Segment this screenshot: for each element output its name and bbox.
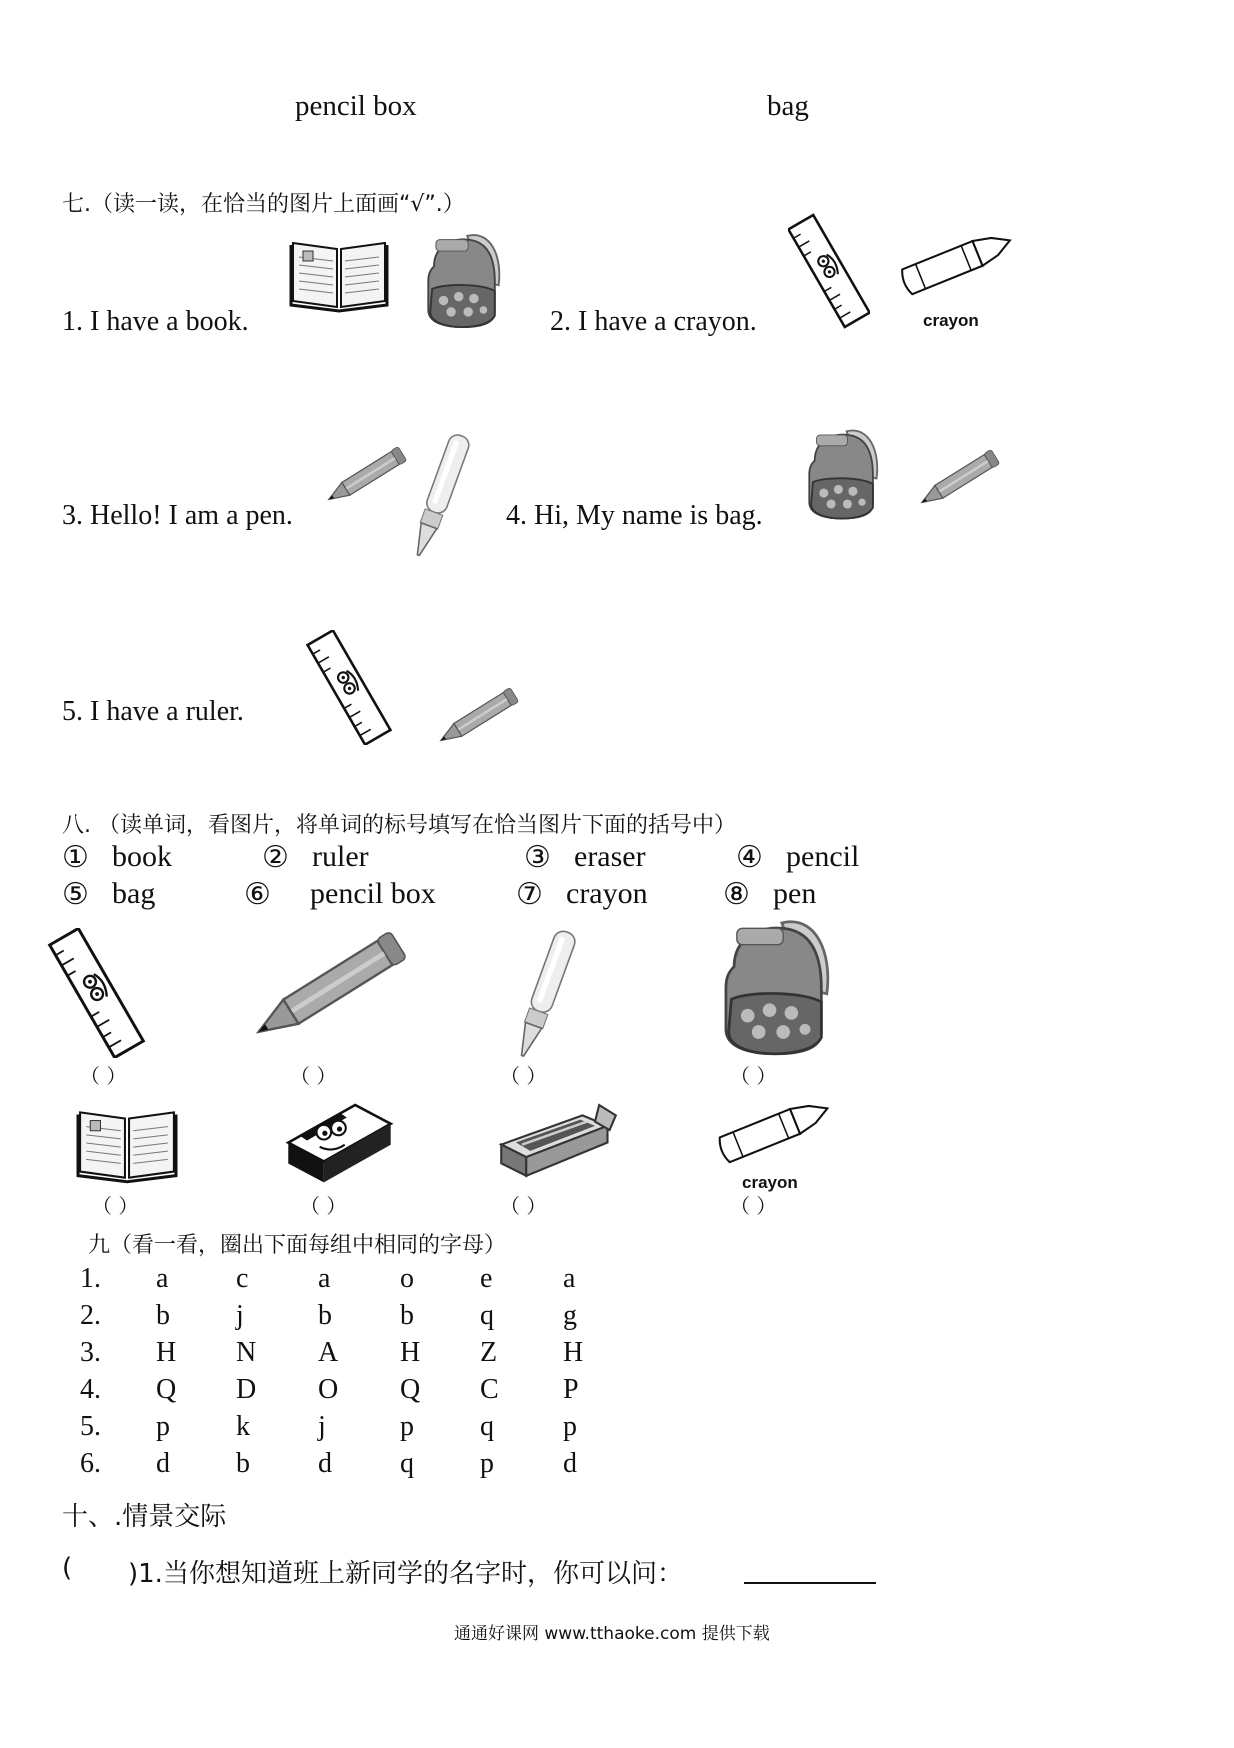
s8-word-num-3: ③ [524,841,551,874]
answer-paren[interactable]: （ ） [80,1064,127,1088]
s9-letter[interactable]: k [236,1411,250,1442]
s9-letter[interactable]: a [156,1263,169,1294]
s9-letter[interactable]: b [236,1448,250,1479]
crayon-icon [708,1086,838,1168]
section-7-title: 七.（读一读，在恰当的图片上面画“√”.） [62,192,465,217]
answer-paren[interactable]: （ ） [290,1064,337,1088]
s8-word-num-1: ① [62,841,89,874]
q1-answer-paren[interactable]: ( [62,1553,73,1583]
word-pencil-box-top: pencil box [295,90,417,122]
s7-item-5: 5. I have a ruler. [62,696,244,727]
s9-row-number: 1. [80,1263,101,1294]
s9-row-number: 6. [80,1448,101,1479]
s9-letter[interactable]: q [400,1448,414,1479]
s9-letter[interactable]: a [318,1263,331,1294]
s9-row-number: 4. [80,1374,101,1405]
ruler-icon[interactable] [788,212,870,330]
s9-letter[interactable]: D [236,1374,257,1405]
s9-letter[interactable]: o [400,1263,414,1294]
pencil-icon[interactable] [430,680,530,750]
s9-letter[interactable]: p [563,1411,577,1442]
pencil-icon [238,916,428,1051]
s9-letter[interactable]: p [156,1411,170,1442]
s9-letter[interactable]: d [156,1448,170,1479]
s9-letter[interactable]: Q [156,1374,177,1405]
q1-question: )1.当你想知道班上新同学的名字时，你可以问： [128,1559,683,1589]
q1-answer-blank[interactable] [744,1582,876,1584]
word-bag-top: bag [767,90,809,122]
s9-row-number: 2. [80,1300,101,1331]
s9-letter[interactable]: d [563,1448,577,1479]
answer-paren[interactable]: （ ） [300,1194,347,1218]
eraser-icon [282,1092,397,1187]
s8-word-num-2: ② [262,841,289,874]
s9-letter[interactable]: C [480,1374,499,1405]
s8-word-5: bag [112,877,156,910]
pencil-icon[interactable] [911,442,1011,512]
s9-letter[interactable]: Z [480,1337,498,1368]
s7-item-3: 3. Hello! I am a pen. [62,500,293,531]
ruler-icon[interactable] [305,630,393,745]
s8-word-4: pencil [786,840,860,873]
s9-letter[interactable]: c [236,1263,249,1294]
s9-letter[interactable]: N [236,1337,257,1368]
s9-letter[interactable]: q [480,1411,494,1442]
s9-letter[interactable]: A [318,1337,339,1368]
s8-word-2: ruler [312,840,369,873]
s9-row-number: 5. [80,1411,101,1442]
s8-word-7: crayon [566,877,648,910]
footer-text: 通通好课网 www.tthaoke.com 提供下载 [454,1624,770,1644]
crayon-label: crayon [923,311,979,330]
s9-letter[interactable]: d [318,1448,332,1479]
answer-paren[interactable]: （ ） [500,1194,547,1218]
s8-word-num-8: ⑧ [723,878,750,911]
s9-letter[interactable]: j [318,1411,326,1442]
s9-letter[interactable]: a [563,1263,576,1294]
s9-letter[interactable]: q [480,1300,494,1331]
pen-icon [500,924,590,1064]
ruler-icon [44,928,149,1058]
s8-word-3: eraser [574,840,646,873]
pencil-icon[interactable] [318,438,418,510]
s8-word-num-4: ④ [736,841,763,874]
section-10-title: 十、.情景交际 [62,1502,227,1532]
bag-icon[interactable] [415,228,510,333]
s9-letter[interactable]: p [400,1411,414,1442]
answer-paren[interactable]: （ ） [500,1064,547,1088]
s9-letter[interactable]: g [563,1300,577,1331]
s8-word-num-5: ⑤ [62,878,89,911]
section-8-title: 八. （读单词，看图片，将单词的标号填写在恰当图片下面的括号中） [62,813,736,838]
s8-word-6: pencil box [310,877,436,910]
s9-letter[interactable]: H [563,1337,584,1368]
answer-paren[interactable]: （ ） [730,1064,777,1088]
book-icon[interactable] [289,232,389,314]
crayon-label: crayon [742,1173,798,1192]
s8-word-num-7: ⑦ [516,878,543,911]
answer-paren[interactable]: （ ） [730,1194,777,1218]
bag-icon [700,912,850,1062]
answer-paren[interactable]: （ ） [92,1194,139,1218]
s9-letter[interactable]: b [156,1300,170,1331]
s9-letter[interactable]: O [318,1374,339,1405]
s8-word-num-6: ⑥ [244,878,271,911]
s9-letter[interactable]: b [318,1300,332,1331]
crayon-icon[interactable] [893,218,1018,300]
s9-letter[interactable]: H [400,1337,421,1368]
s8-word-8: pen [773,877,817,910]
book-icon [76,1102,178,1184]
s9-letter[interactable]: H [156,1337,177,1368]
bag-icon[interactable] [796,424,888,524]
s9-letter[interactable]: Q [400,1374,421,1405]
s7-item-1: 1. I have a book. [62,306,249,337]
s9-letter[interactable]: e [480,1263,493,1294]
pencil-box-icon [495,1100,620,1185]
s8-word-1: book [112,840,172,873]
section-9-title: 九（看一看，圈出下面每组中相同的字母） [88,1233,507,1258]
s9-letter[interactable]: p [480,1448,494,1479]
s9-letter[interactable]: b [400,1300,414,1331]
s7-item-2: 2. I have a crayon. [550,306,757,337]
s7-item-4: 4. Hi, My name is bag. [506,500,763,531]
s9-letter[interactable]: P [563,1374,579,1405]
pen-icon[interactable] [405,428,475,563]
s9-row-number: 3. [80,1337,101,1368]
s9-letter[interactable]: j [236,1300,244,1331]
